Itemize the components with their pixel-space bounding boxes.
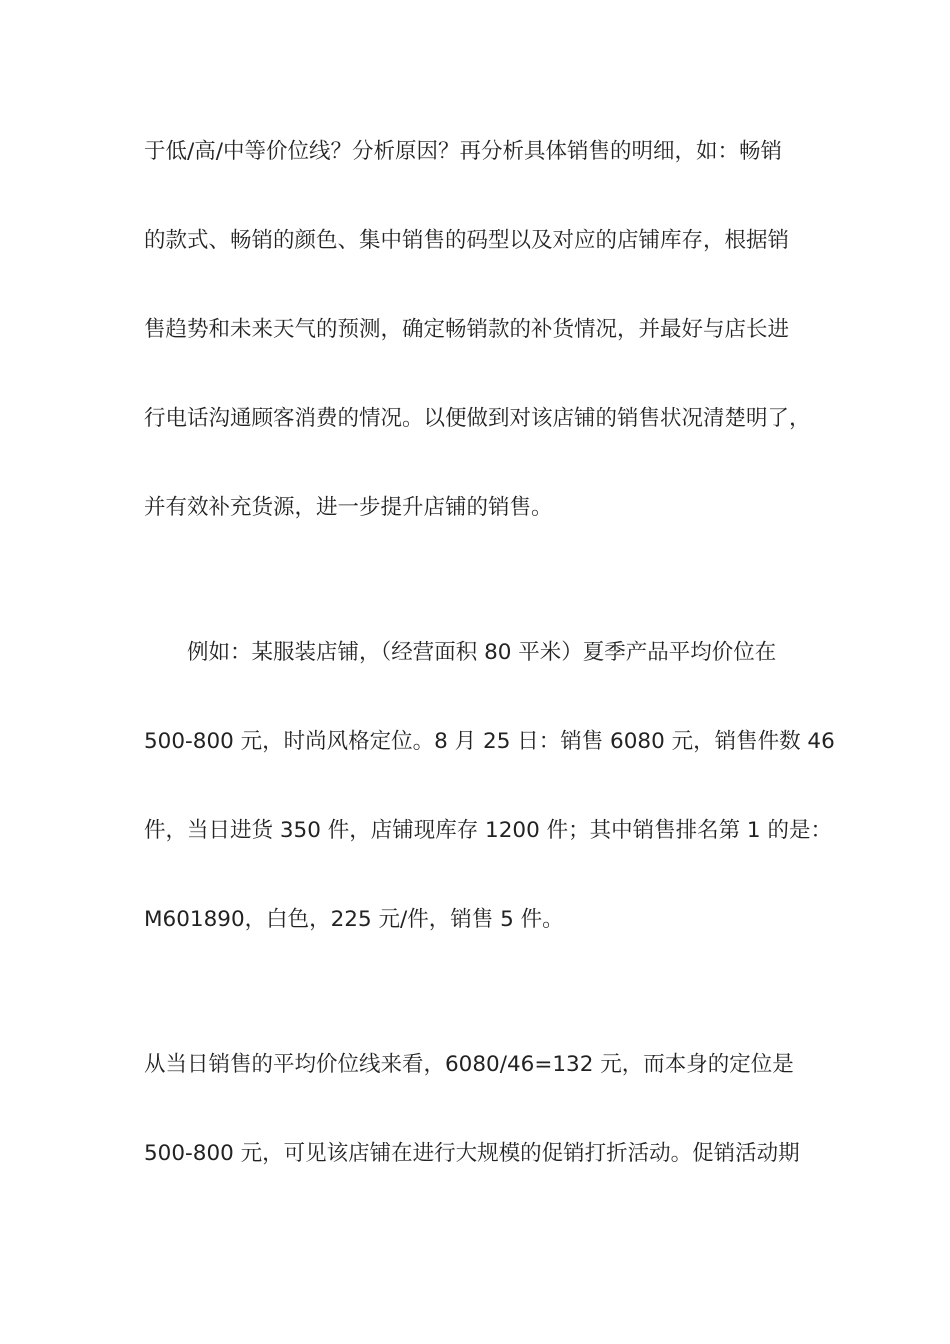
text-line: 例如：某服装店铺，（经营面积 80 平米）夏季产品平均价位在	[187, 640, 777, 665]
text-line: 于低/高/中等价位线？分析原因？再分析具体销售的明细，如：畅销	[144, 139, 782, 164]
text-line: 的款式、畅销的颜色、集中销售的码型以及对应的店铺库存，根据销	[144, 228, 790, 253]
text-line: 并有效补充货源，进一步提升店铺的销售。	[144, 495, 553, 520]
text-line: 500-800 元，时尚风格定位。8 月 25 日：销售 6080 元，销售件数 46	[144, 729, 835, 754]
text-line: 从当日销售的平均价位线来看，6080/46=132 元，而本身的定位是	[144, 1052, 794, 1077]
text-line: 售趋势和未来天气的预测，确定畅销款的补货情况，并最好与店长进	[144, 317, 790, 342]
text-line: 行电话沟通顾客消费的情况。以便做到对该店铺的销售状况清楚明了，	[144, 406, 811, 431]
text-line: 500-800 元，可见该店铺在进行大规模的促销打折活动。促销活动期	[144, 1141, 800, 1166]
text-line: M601890，白色，225 元/件，销售 5 件。	[144, 907, 564, 932]
text-line: 件，当日进货 350 件，店铺现库存 1200 件；其中销售排名第 1 的是：	[144, 818, 832, 843]
